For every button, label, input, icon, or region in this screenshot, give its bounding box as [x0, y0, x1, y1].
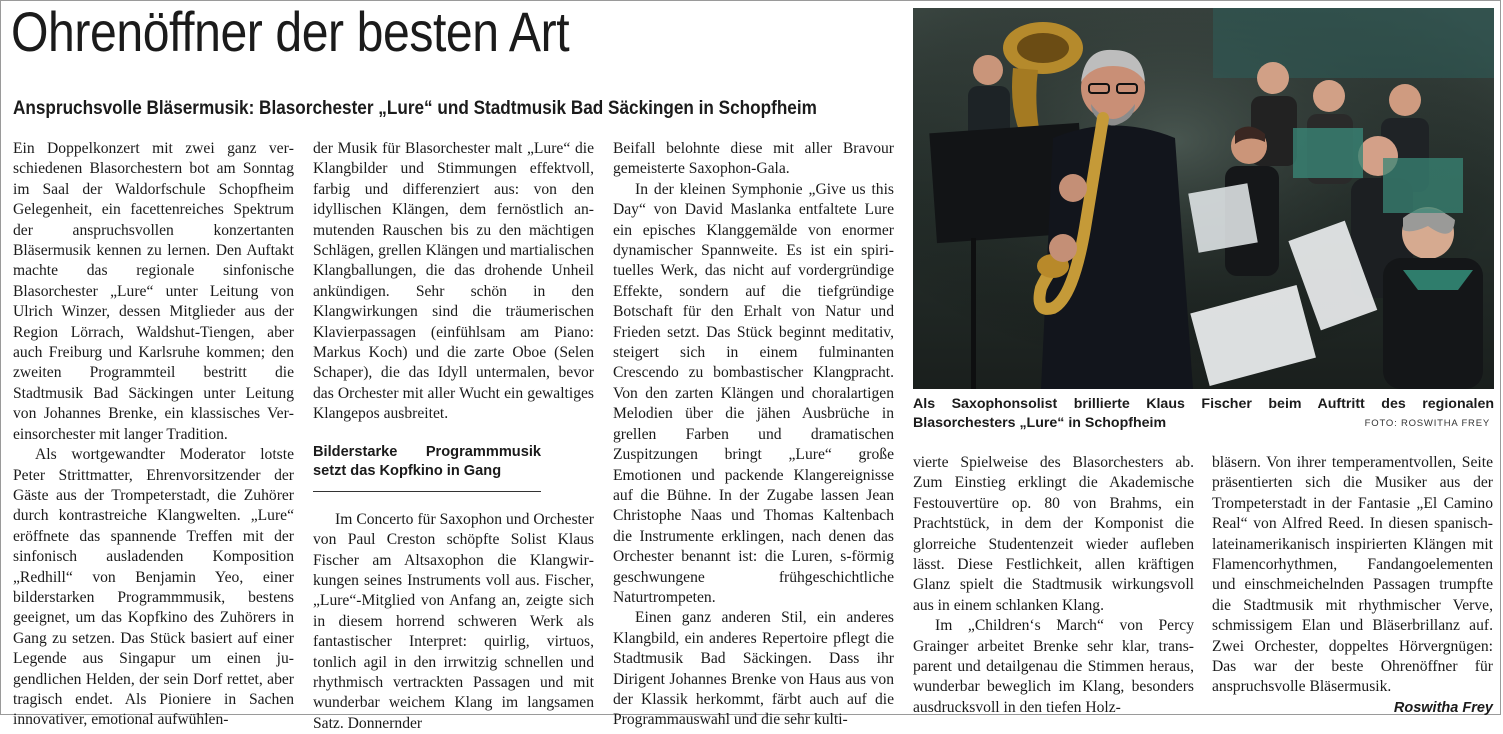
paragraph: In der kleinen Symphonie „Give us this Day“ von David Maslanka entfaltete Lure ein episches Klanggemälde von enormer dynamischer Spannweite. Es ist ein spirituelles Werk, das nicht auf vordergründige Effekte, sondern auf die tiefgründige Botschaft für den Erhalt von Natur und Frieden setzt. Das Stück beginnt meditativ, steigert sich in einem fulminanten Crescendo zu bombastischer Klangpracht. Von den zarten Klängen und choralartigen Melodien über die jähen Ausbrüche in grellen Farben und dramatischen Zuspitzungen bringt „Lure“ große Emotionen und packende Klangereignisse auf die Bühne. In der Zugabe lassen Jean Christophe Naas und Thomas Kaltenbach die Instrumente erklingen, nach denen das Orchester benannt ist: die Luren, s-förmig geschwungene frühgeschichtliche Naturtrompeten.: [613, 180, 894, 606]
paragraph: der Musik für Blasorchester malt „Lure“ die Klangbilder und Stimmungen effektvoll, farbig und differenziert aus: von den idyllischen Klängen, dem fernöstlich anmutenden Rauschen bis zu den mächtigen Schlägen, grellen Klängen und martialischen Klangballungen, die das drohende Unheil ankündigen. Sehr schön in den Klangwirkungen sind die träumerischen Klavierpassagen (einfühlsam am Piano: Markus Koch) und die zarte Oboe (Selen Schaper), die das Idyll untermalen, bevor das Orchester mit aller Wucht ein gewaltiges Klangepos ausbreitet.: [313, 140, 594, 423]
photo-caption: Als Saxophonsolist brillierte Klaus Fischer beim Auftritt des regionalen Blasorchesters „Lure“ in Schopfheim: [913, 396, 1494, 431]
section-heading: Bilderstarke Programmmusik setzt das Kopfkino in Gang: [313, 443, 541, 492]
text-column-5: [1212, 453, 1493, 718]
concert-photo: [913, 8, 1494, 389]
text-column-1: [13, 139, 294, 731]
paragraph: Im „Children‘s March“ von Percy Grainger arbeitet Brenke sehr klar, transparent und detailgenau die Stimmen heraus, wunderbar beweglich im Klang, besonders ausdrucksvoll in den tiefen Holz-: [913, 617, 1194, 716]
article-headline: Ohrenöffner der besten Art: [11, 0, 570, 63]
photo-credit: FOTO: ROSWITHA FREY: [1364, 418, 1490, 429]
text-column-2: [313, 139, 594, 734]
paragraph: Als wortgewandter Moderator lotste Peter Strittmatter, Ehrenvorsitzender der Gäste aus der Trompeterstadt, die Zuhörer durch kontrastreiche Klangwelten. „Lure“ eröffnete das spannende Treffen mit der sinfonisch ausladenden Komposition „Redhill“ von Benjamin Yeo, einer bilderstarken Programmmusik, bestens geeignet, um das Kopfkino des Zuhörers in Gang zu setzen. Das Stück basiert auf einer Legende aus Singapur um einen jugendlichen Helden, der sein Dorf rettet, aber tragisch endet. Als Pioniere in Sachen innovativer, emotional aufwühlen-: [13, 446, 294, 729]
article-subheadline: Anspruchsvolle Bläsermusik: Blasorchester „Lure“ und Stadtmusik Bad Säckingen in Schopfheim: [13, 97, 817, 119]
paragraph: Im Concerto für Saxophon und Orchester von Paul Creston schöpfte Solist Klaus Fischer am Altsaxophon die Klangwirkungen seines Instruments voll aus. Fischer, „Lure“-Mitglied von Anfang an, zeigte sich in diesem horrend schweren Werk als fantastischer Interpret: quirlig, virtuos, tonlich agil in den irrwitzig schnellen und rhythmisch vertrackten Passagen und mit wunderbar weichem Klang im langsamen Satz. Donnernder: [313, 510, 594, 732]
text-column-4: [913, 453, 1194, 718]
paragraph: vierte Spielweise des Blasorchesters ab. Zum Einstieg erklingt die Akademische Festouvertüre op. 80 von Brahms, ein Prachtstück, in dem der Komponist die glorreiche Studentenzeit wieder aufleben lässt. Diese Festlichkeit, allen kräftigen Glanz spielt die Stadtmusik wirkungsvoll aus in einem schlanken Klang.: [913, 454, 1194, 614]
paragraph: Beifall belohnte diese mit aller Bravour gemeisterte Saxophon-Gala.: [613, 140, 894, 178]
article-author: Roswitha Frey: [1393, 699, 1493, 716]
paragraph: bläsern. Von ihrer temperamentvollen, Seite präsentierten sich die Musiker aus der Trompeterstadt in der Fantasie „El Camino Real“ von Alfred Reed. In diesen spanisch-lateinamerikanisch inspirierten Klängen mit Flamencorhythmen, Fandangoelementen und einschmeichelnden Passagen trumpfte die Stadtmusik mit rhythmischer Verve, schmissigem Elan und Bläserbrillanz auf. Zwei Orchester, doppeltes Hörvergnügen: Das war der beste Ohrenöffner für anspruchsvolle Bläsermusik.: [1212, 454, 1493, 696]
paragraph: Einen ganz anderen Stil, ein anderes Klangbild, ein anderes Repertoire pflegt die Stadtmusik Bad Säckingen. Dass ihr Dirigent Johannes Brenke von Haus aus von der Klassik herkommt, färbt auch auf die Programmauswahl und die sehr kulti-: [613, 609, 894, 729]
text-column-3: [613, 139, 894, 731]
paragraph: Ein Doppelkonzert mit zwei ganz verschiedenen Blasorchestern bot am Sonntag im Saal der Waldorfschule Schopfheim Gelegenheit, ein facettenreiches Spektrum der anspruchsvollen konzertanten Bläsermusik kennen zu lernen. Den Auftakt machte das regionale sinfonische Blasorchester „Lure“ unter Leitung von Ulrich Winzer, dessen Mitglieder aus der Region Lörrach, Waldshut-Tiengen, aber auch Freiburg und Karlsruhe kommen; den zweiten Programmteil bestritt die Stadtmusik Bad Säckingen unter Leitung von Johannes Brenke, ein klassisches Vereinsorchester mit langer Tradition.: [13, 140, 294, 443]
